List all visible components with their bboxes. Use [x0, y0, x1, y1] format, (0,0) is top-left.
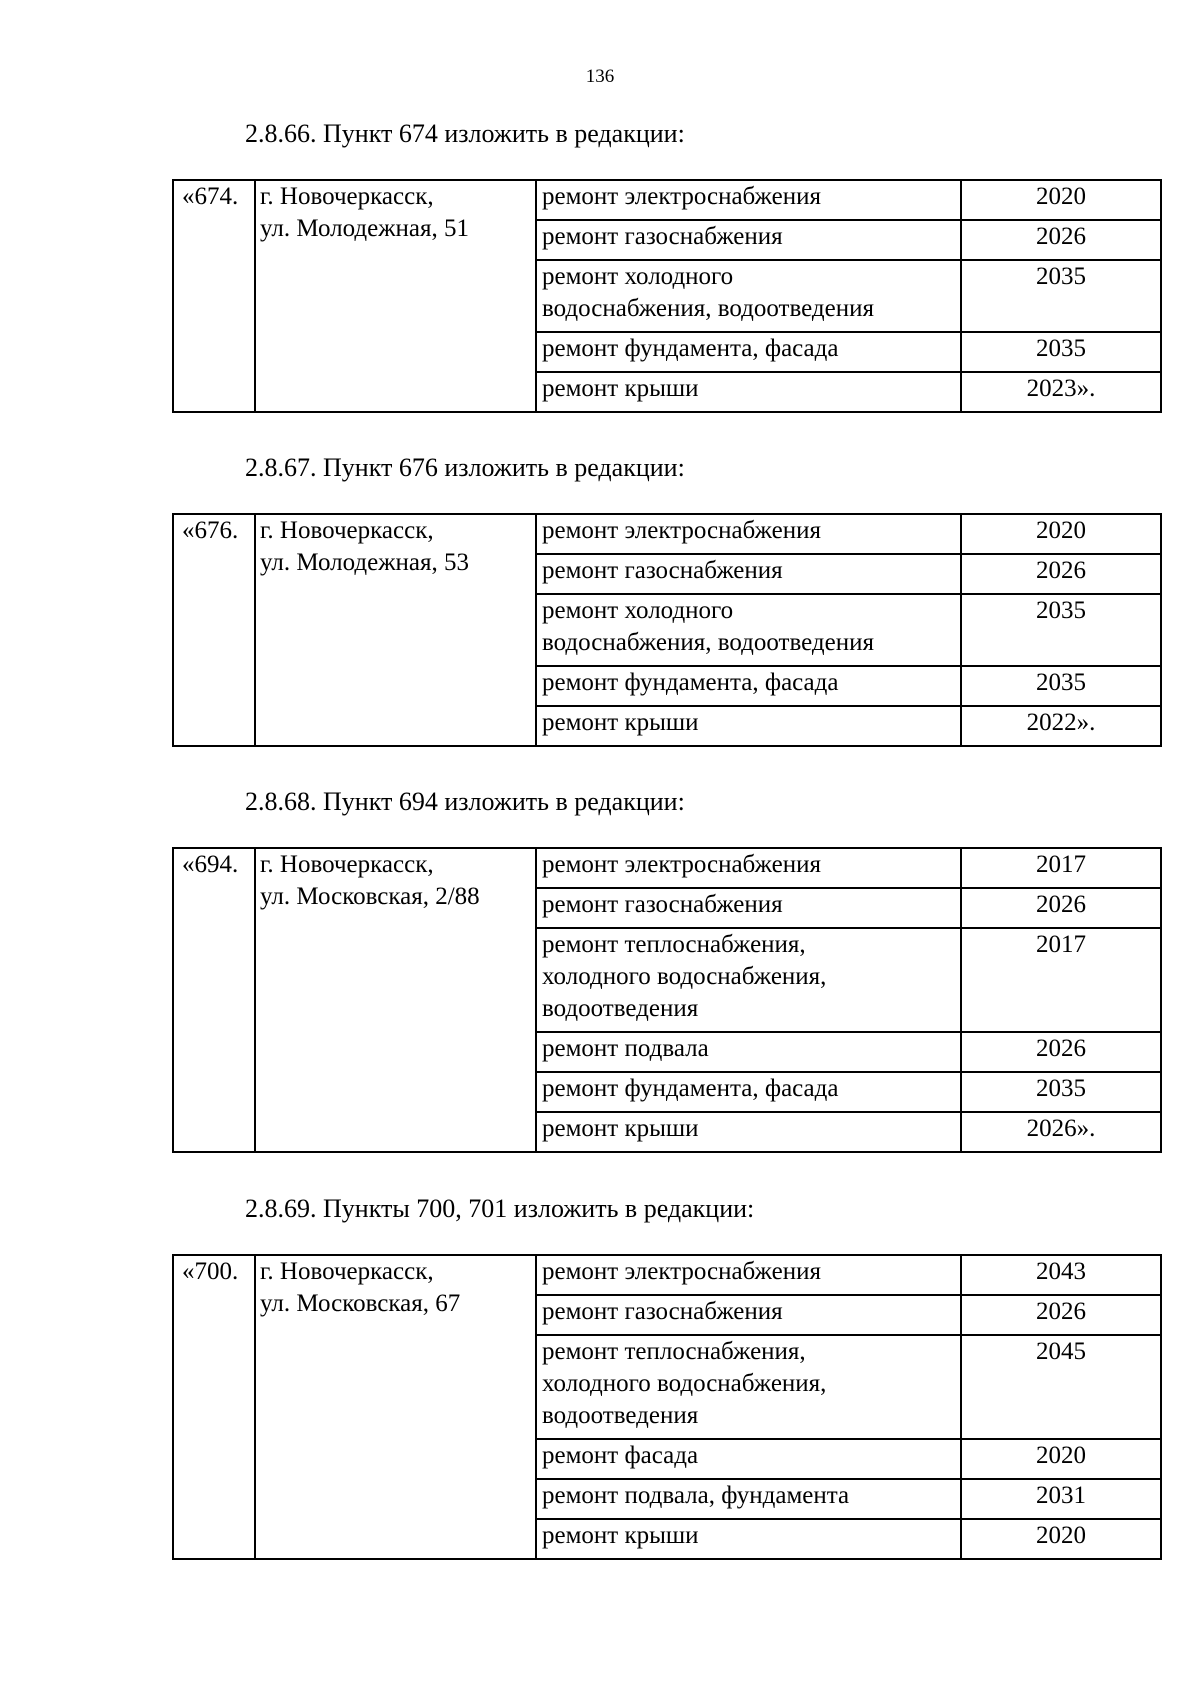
year-cell: 2026 — [961, 220, 1161, 260]
year-cell: 2035 — [961, 332, 1161, 372]
work-cell: ремонт крыши — [536, 706, 961, 746]
table-row — [173, 848, 1161, 888]
item-number: «676. — [173, 514, 255, 746]
work-line: ремонт холодного — [542, 263, 734, 290]
work-cell: ремонт газоснабжения — [536, 554, 961, 594]
work-cell: ремонт электроснабжения — [536, 848, 961, 888]
table-item-694 — [172, 847, 1162, 1153]
work-cell: ремонт газоснабжения — [536, 220, 961, 260]
work-line: водоотведения — [542, 1402, 699, 1429]
year-cell: 2035 — [961, 260, 1161, 332]
work-cell: ремонт крыши — [536, 372, 961, 412]
work-line: ремонт теплоснабжения, — [542, 931, 806, 958]
address-street: ул. Молодежная, 51 — [260, 215, 469, 242]
work-cell: ремонт подвала, фундамента — [536, 1479, 961, 1519]
year-cell: 2020 — [961, 180, 1161, 220]
work-line: водоотведения — [542, 995, 699, 1022]
work-line: холодного водоснабжения, — [542, 963, 827, 990]
address-street: ул. Молодежная, 53 — [260, 549, 469, 576]
year-cell: 2017 — [961, 848, 1161, 888]
year-cell: 2020 — [961, 1439, 1161, 1479]
year-cell: 2043 — [961, 1255, 1161, 1295]
section-heading-694: 2.8.68. Пункт 694 изложить в редакции: — [245, 787, 685, 816]
year-cell: 2026 — [961, 554, 1161, 594]
address-cell — [255, 180, 536, 412]
table-row — [173, 180, 1161, 220]
year-cell: 2026». — [961, 1112, 1161, 1152]
work-line: водоснабжения, водоотведения — [542, 295, 874, 322]
work-cell: ремонт фундамента, фасада — [536, 666, 961, 706]
address-city: г. Новочеркасск, — [260, 517, 434, 544]
year-cell: 2020 — [961, 1519, 1161, 1559]
address-city: г. Новочеркасск, — [260, 183, 434, 210]
work-cell: ремонт фасада — [536, 1439, 961, 1479]
work-cell — [536, 1335, 961, 1439]
year-cell: 2023». — [961, 372, 1161, 412]
work-cell: ремонт крыши — [536, 1519, 961, 1559]
item-number: «700. — [173, 1255, 255, 1559]
work-cell — [536, 260, 961, 332]
address-street: ул. Московская, 67 — [260, 1290, 461, 1317]
year-cell: 2017 — [961, 928, 1161, 1032]
work-cell — [536, 928, 961, 1032]
table-row — [173, 1255, 1161, 1295]
table-row — [173, 514, 1161, 554]
work-cell: ремонт электроснабжения — [536, 1255, 961, 1295]
section-heading-676: 2.8.67. Пункт 676 изложить в редакции: — [245, 453, 685, 482]
address-city: г. Новочеркасск, — [260, 1258, 434, 1285]
year-cell: 2026 — [961, 1032, 1161, 1072]
section-heading-700: 2.8.69. Пункты 700, 701 изложить в редакции: — [245, 1194, 755, 1223]
year-cell: 2026 — [961, 888, 1161, 928]
table-item-674 — [172, 179, 1162, 413]
year-cell: 2031 — [961, 1479, 1161, 1519]
year-cell: 2020 — [961, 514, 1161, 554]
work-cell — [536, 594, 961, 666]
work-cell: ремонт электроснабжения — [536, 514, 961, 554]
work-line: ремонт теплоснабжения, — [542, 1338, 806, 1365]
work-cell: ремонт газоснабжения — [536, 1295, 961, 1335]
year-cell: 2022». — [961, 706, 1161, 746]
address-cell — [255, 1255, 536, 1559]
year-cell: 2035 — [961, 594, 1161, 666]
item-number: «694. — [173, 848, 255, 1152]
address-street: ул. Московская, 2/88 — [260, 883, 480, 910]
work-cell: ремонт подвала — [536, 1032, 961, 1072]
work-line: холодного водоснабжения, — [542, 1370, 827, 1397]
address-city: г. Новочеркасск, — [260, 851, 434, 878]
item-number: «674. — [173, 180, 255, 412]
section-heading-674: 2.8.66. Пункт 674 изложить в редакции: — [245, 119, 685, 148]
work-line: ремонт холодного — [542, 597, 734, 624]
work-cell: ремонт фундамента, фасада — [536, 1072, 961, 1112]
table-item-700 — [172, 1254, 1162, 1560]
work-cell: ремонт крыши — [536, 1112, 961, 1152]
work-cell: ремонт газоснабжения — [536, 888, 961, 928]
table-item-676 — [172, 513, 1162, 747]
year-cell: 2026 — [961, 1295, 1161, 1335]
work-cell: ремонт электроснабжения — [536, 180, 961, 220]
year-cell: 2045 — [961, 1335, 1161, 1439]
page-number: 136 — [585, 66, 615, 87]
year-cell: 2035 — [961, 666, 1161, 706]
work-cell: ремонт фундамента, фасада — [536, 332, 961, 372]
year-cell: 2035 — [961, 1072, 1161, 1112]
address-cell — [255, 514, 536, 746]
address-cell — [255, 848, 536, 1152]
work-line: водоснабжения, водоотведения — [542, 629, 874, 656]
